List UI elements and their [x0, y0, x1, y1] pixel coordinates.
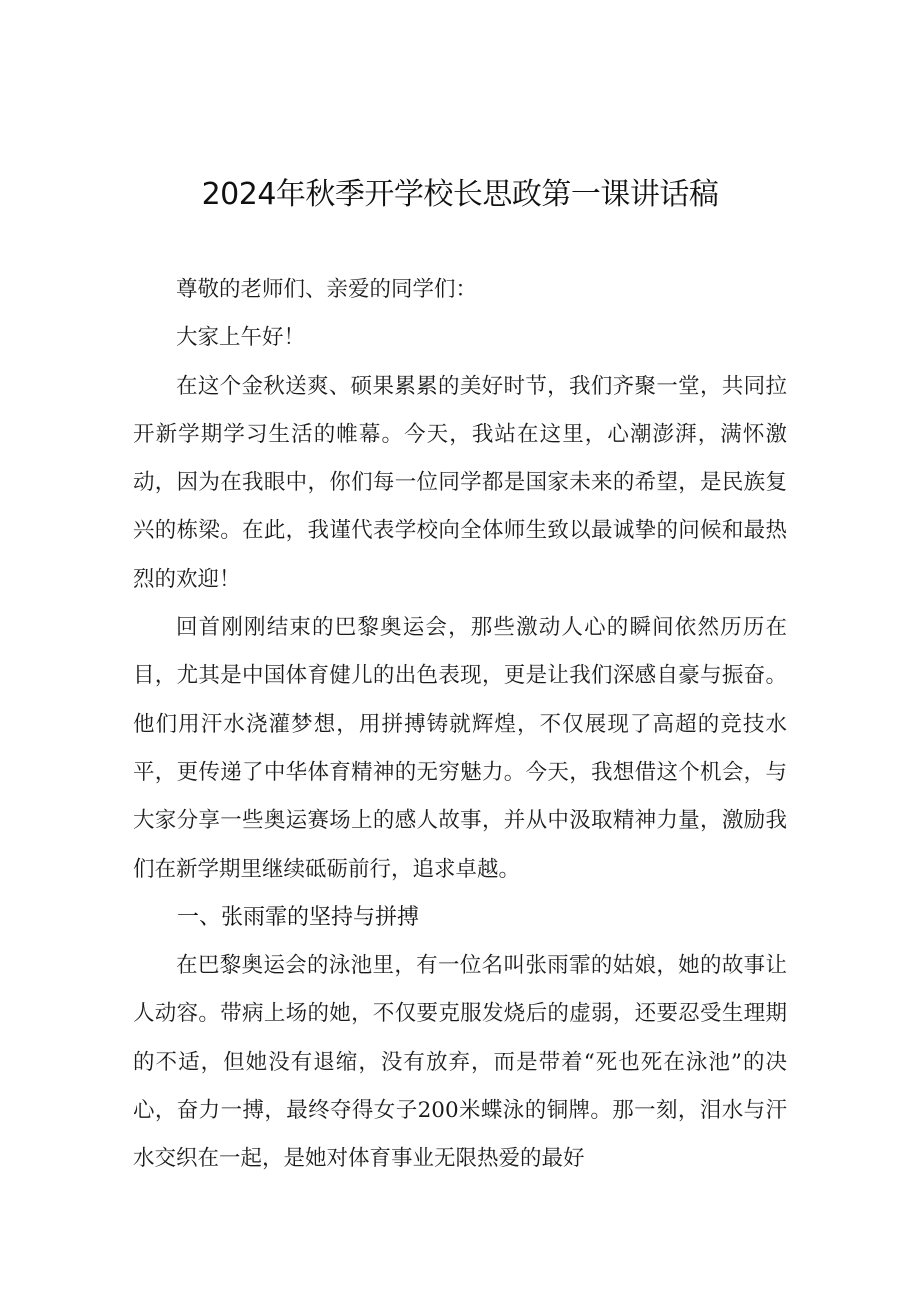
section-heading: 一、张雨霏的坚持与拼搏 [177, 904, 420, 930]
greeting: 大家上午好！ [176, 325, 306, 351]
document-body [133, 266, 787, 1184]
paragraph-intro: 在这个金秋送爽、硕果累累的美好时节，我们齐聚一堂，共同拉开新学期学习生活的帷幕。今天，我站在这里，心潮澎湃，满怀激动，因为在我眼中，你们每一位同学都是国家未来的希望，是民族复兴的栋梁。在此，我谨代表学校向全体师生致以最诚挚的问候和最热烈的欢迎！ [133, 373, 787, 592]
salutation: 尊敬的老师们、亲爱的同学们： [176, 277, 478, 302]
paragraph-zhang-yufei: 在巴黎奥运会的泳池里，有一位名叫张雨霏的姑娘，她的故事让人动容。带病上场的她，不仅要克服发烧后的虚弱，还要忍受生理期的不适，但她没有退缩，没有放弃，而是带着“死也死在泳池”的决心，奋力一搏，最终夺得女子200米蝶泳的铜牌。那一刻，泪水与汗水交织在一起，是她对体育事业无限热爱的最好 [133, 953, 787, 1172]
paragraph-olympics: 回首刚刚结束的巴黎奥运会，那些激动人心的瞬间依然历历在目，尤其是中国体育健儿的出色表现，更是让我们深感自豪与振奋。他们用汗水浇灌梦想，用拼搏铸就辉煌，不仅展现了高超的竞技水平，更传递了中华体育精神的无穷魅力。今天，我想借这个机会，与大家分享一些奥运赛场上的感人故事，并从中汲取精神力量，激励我们在新学期里继续砥砺前行，追求卓越。 [133, 615, 787, 882]
document-title: 2024年秋季开学校长思政第一课讲话稿 [201, 177, 719, 212]
